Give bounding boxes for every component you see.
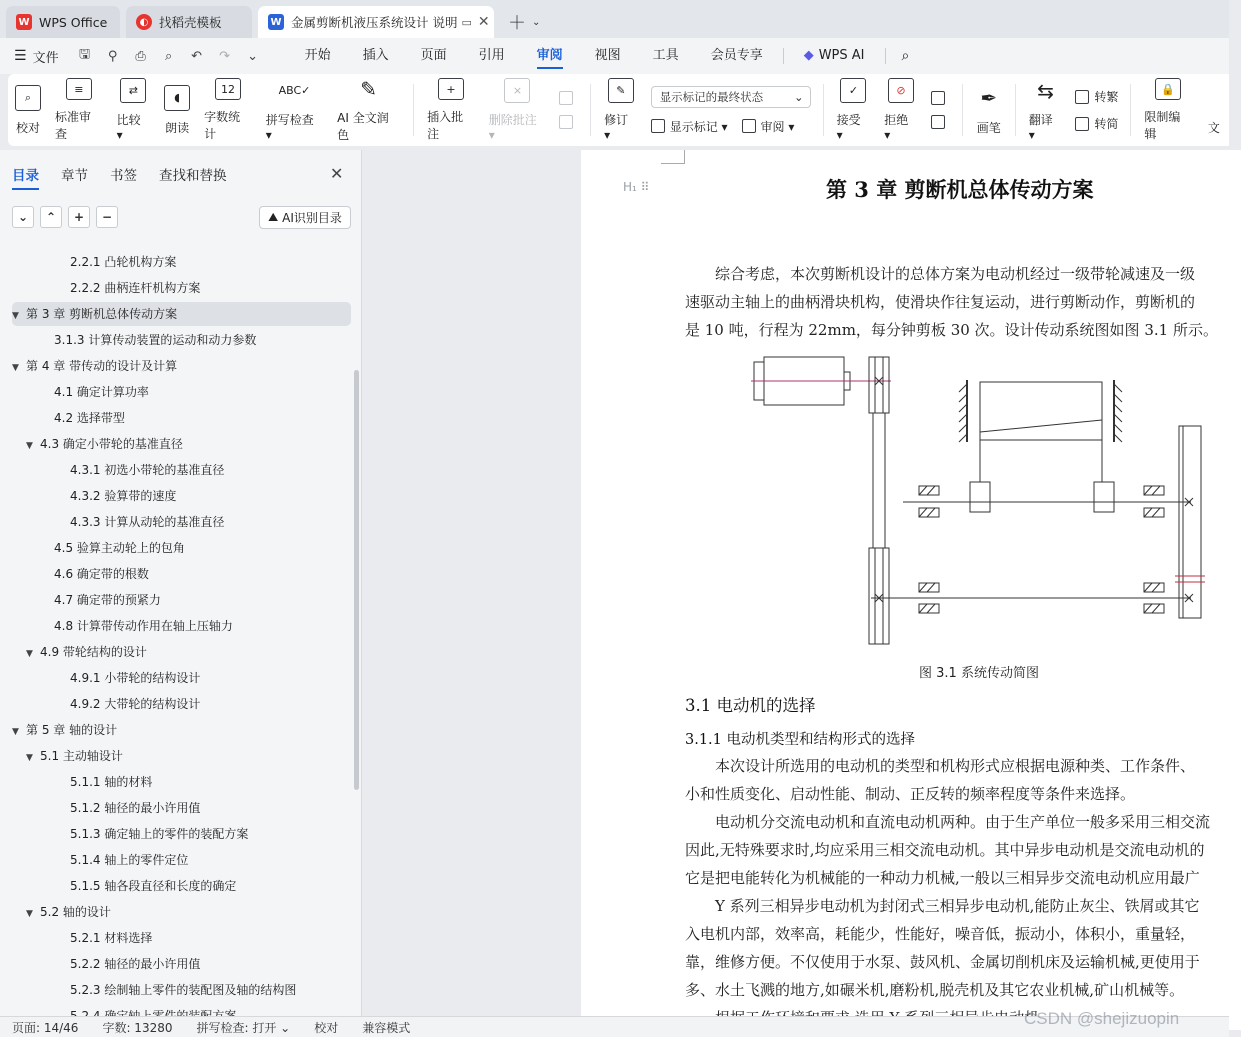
menu-wps-ai[interactable] (788, 38, 881, 74)
toc-item[interactable] (12, 536, 351, 560)
chevron-down-icon[interactable]: ⌄ (532, 16, 541, 28)
accept-button[interactable] (830, 78, 878, 142)
toc-item-label: 第 5 章 轴的设计 (26, 723, 118, 737)
screen-icon[interactable]: ▭ (461, 15, 472, 29)
chinese-convert-group (1069, 78, 1124, 142)
toc-item[interactable] (12, 718, 351, 742)
tab-bar (0, 0, 1229, 38)
ai-icon: ⛰ (268, 210, 279, 224)
paragraph-line: 靠，维修方便。不仅使用于水泵、鼓风机、金属切削机床及运输机械,更使用于 (685, 953, 1200, 971)
simplified-icon (1075, 117, 1089, 131)
toc-item-label: 4.5 验算主动轮上的包角 (54, 541, 185, 555)
toc-item-label: 4.6 确定带的根数 (54, 567, 149, 581)
tab-docer-templates[interactable] (126, 6, 252, 38)
restrict-edit-button[interactable] (1137, 78, 1199, 142)
compat-mode-indicator: 兼容模式 (362, 1020, 411, 1035)
standard-review-icon: ≡ (66, 78, 92, 100)
to-traditional-button[interactable] (1075, 88, 1118, 105)
expand-arrow-icon[interactable]: ▼ (26, 753, 33, 763)
review-pane-label: 审阅 ▾ (760, 119, 795, 134)
gear-column (1179, 426, 1201, 618)
toc-item-label: 4.3 确定小带轮的基准直径 (40, 437, 183, 451)
toc-item[interactable] (12, 588, 351, 612)
tab-wps-office[interactable] (6, 6, 120, 38)
insert-comment-button[interactable] (420, 78, 482, 142)
toc-item[interactable] (12, 406, 351, 430)
chevron-up-icon[interactable]: ⌃ (40, 206, 62, 228)
menu-member[interactable]: 会员专享 (710, 48, 763, 63)
share-icon[interactable]: ⚲ (107, 48, 118, 64)
watermark: CSDN @shejizuopin (1024, 1009, 1180, 1028)
accept-icon: ✓ (840, 78, 866, 103)
toc-item-label: 5.1.5 轴各段直径和长度的确定 (70, 879, 237, 893)
close-icon[interactable]: ✕ (330, 164, 344, 183)
toc-item-label: 5.2.1 材料选择 (70, 931, 153, 945)
spell-check-icon: ABC✓ (278, 84, 311, 97)
reject-label: 拒绝 ▾ (884, 113, 909, 142)
large-pulley (869, 548, 889, 644)
pen-button[interactable] (969, 78, 1009, 142)
toc-item-label: 2.2.1 凸轮机构方案 (70, 255, 177, 269)
show-markup-label: 显示标记 ▾ (669, 119, 728, 134)
toc-item-label: 第 3 章 剪断机总体传动方案 (26, 307, 178, 321)
toc-item[interactable] (12, 380, 351, 404)
tab-current-document[interactable] (258, 6, 494, 38)
crop-mark (661, 150, 685, 164)
paragraph-line: 电动机分交流电动机和直流电动机两种。由于生产单位一般多采用三相交流 (685, 813, 1211, 831)
read-aloud-button[interactable] (157, 78, 197, 142)
proofread-indicator[interactable]: 校对 (314, 1020, 339, 1035)
word-doc-icon: W (268, 14, 284, 30)
close-icon[interactable]: ✕ (477, 14, 490, 30)
toc-item-label: 5.1.2 轴径的最小许用值 (70, 801, 201, 815)
tab-find-replace[interactable]: 查找和替换 (159, 168, 227, 184)
ai-polish-label: AI 全文润色 (337, 111, 389, 142)
toc-item-label: 5.2.3 绘制轴上零件的装配图及轴的结构图 (70, 983, 297, 997)
hamburger-icon: ☰ (14, 48, 27, 64)
permission-icon (1201, 85, 1227, 111)
chevron-down-icon: ⌄ (794, 89, 804, 104)
toc-item-label: 5.1 主动轴设计 (40, 749, 123, 763)
tab-label: 金属剪断机液压系统设计 说明 (291, 15, 458, 30)
menu-divider (885, 48, 886, 64)
toc-item-label: 4.9.2 大带轮的结构设计 (70, 697, 201, 711)
word-count-label: 字数统计 (204, 110, 241, 141)
spell-check-button[interactable] (259, 78, 330, 142)
ai-toc-button[interactable] (259, 206, 351, 229)
toc-item-label: 4.7 确定带的预紧力 (54, 593, 161, 607)
menu-tools[interactable]: 工具 (652, 48, 679, 63)
reject-icon: ⊘ (888, 78, 914, 103)
tab-chapters[interactable]: 章节 (61, 168, 88, 184)
shear-frame (980, 382, 1102, 440)
subsection-heading: 3.1.1 电动机类型和结构形式的选择 (685, 732, 916, 748)
small-pulley (869, 357, 889, 413)
paragraph-line: 多、水土飞溅的地方,如碾米机,磨粉机,脱壳机及其它农业机械,矿山机械等。 (685, 981, 1185, 999)
toc-item[interactable] (12, 926, 351, 950)
toc-item[interactable] (12, 302, 351, 326)
reject-button[interactable] (877, 78, 925, 142)
restrict-edit-label: 限制编辑 (1144, 110, 1181, 141)
expand-arrow-icon[interactable]: ▼ (12, 727, 19, 737)
more-chevron-icon[interactable]: ⌄ (247, 48, 259, 64)
tab-label: WPS Office (39, 14, 108, 30)
toc-item[interactable] (12, 848, 351, 872)
docer-logo-icon: ◐ (136, 14, 152, 30)
paragraph-line: 它是把电能转化为机械能的一种动力机械,一般以三相异步交流电动机应用最广 (685, 869, 1200, 887)
track-changes-label: 修订 ▾ (604, 113, 629, 142)
toc-item[interactable] (12, 874, 351, 898)
delete-comment-label: 删除批注 ▾ (488, 113, 537, 142)
toc-item[interactable] (12, 328, 351, 352)
read-aloud-icon: ◖ (164, 85, 190, 111)
ribbon-divider (1130, 84, 1131, 136)
paragraph-line: 因此,无特殊要求时,均应采用三相交流电动机。其中异步电动机是交流电动机的 (685, 841, 1205, 859)
toc-item[interactable] (12, 796, 351, 820)
word-count-button[interactable] (197, 78, 259, 142)
toc-list (12, 250, 352, 1016)
next-change-icon (931, 115, 945, 129)
permission-label: 文 (1207, 120, 1220, 135)
document-area (363, 150, 1229, 1016)
section-heading: 3.1 电动机的选择 (685, 696, 816, 715)
heading-drag-handle-icon[interactable]: H₁ ⠿ (623, 180, 650, 194)
toc-controls (12, 206, 118, 228)
ribbon-divider (1015, 84, 1016, 136)
toc-item-label: 5.2.2 轴径的最小许用值 (70, 957, 201, 971)
markup-display-value: 显示标记的最终状态 (659, 89, 764, 104)
toc-item-label: 3.1.3 计算传动装置的运动和动力参数 (54, 333, 257, 347)
navigation-tabs (12, 164, 227, 184)
toc-item-label: 4.9.1 小带轮的结构设计 (70, 671, 201, 685)
expand-arrow-icon[interactable]: ▼ (26, 909, 33, 919)
toc-item-label: 4.8 计算带传动作用在轴上压轴力 (54, 619, 233, 633)
wps-ai-label: WPS AI (818, 48, 865, 63)
page-indicator[interactable]: 页面: 14/46 (12, 1020, 79, 1035)
translate-label: 翻译 ▾ (1028, 113, 1053, 142)
slider-left (970, 482, 990, 512)
ai-polish-button[interactable] (330, 78, 407, 142)
navigation-pane (0, 150, 362, 1016)
chevron-down-icon[interactable]: ⌄ (12, 206, 34, 228)
to-traditional-label: 转繁 (1094, 90, 1119, 104)
menu-bar (0, 38, 1229, 74)
chapter-title: 第 3 章 剪断机总体传动方案 (826, 177, 1094, 202)
slider-right (1094, 482, 1114, 512)
print-preview-icon[interactable]: ⌕ (164, 48, 173, 64)
next-comment-button[interactable] (559, 115, 578, 129)
change-nav-group (925, 78, 956, 142)
lock-document-icon: 🔒 (1155, 78, 1181, 100)
show-markup-button[interactable] (651, 118, 728, 135)
toc-item[interactable] (12, 484, 351, 508)
menu-home[interactable]: 开始 (304, 48, 331, 63)
accept-label: 接受 ▾ (836, 113, 861, 142)
comment-nav-group (553, 78, 584, 142)
ai-toc-label: AI识别目录 (282, 211, 342, 225)
minus-icon[interactable]: − (96, 206, 118, 228)
next-change-button[interactable] (931, 115, 950, 129)
delete-comment-button[interactable] (482, 78, 553, 142)
markup-group (645, 78, 817, 142)
next-comment-icon (559, 115, 573, 129)
track-changes-button[interactable] (597, 78, 645, 142)
pen-icon: ✒ (980, 85, 998, 110)
search-icon[interactable]: ⌕ (901, 48, 910, 64)
comment-add-icon: + (438, 78, 464, 100)
menu-review[interactable]: 审阅 (521, 38, 579, 74)
new-tab-button[interactable] (508, 6, 540, 38)
wps-logo-icon: W (16, 14, 32, 30)
translate-button[interactable] (1022, 78, 1070, 142)
review-ribbon (8, 74, 1229, 146)
transmission-diagram (751, 350, 1211, 650)
previous-comment-icon (559, 91, 573, 105)
toc-item[interactable] (12, 666, 351, 690)
show-markup-icon (651, 119, 665, 133)
toc-item-label: 4.1 确定计算功率 (54, 385, 149, 399)
comment-delete-icon: × (504, 78, 530, 103)
paragraph-line: 入电机内部，效率高，耗能少，性能好，噪音低，振动小，体积小，重量轻， (685, 925, 1196, 943)
magic-wand-icon: ✎ (360, 77, 378, 101)
compare-button[interactable] (110, 78, 158, 142)
toc-scrollbar[interactable] (354, 370, 359, 790)
menu-insert[interactable]: 插入 (362, 48, 389, 63)
paragraph-line: Y 系列三相异步电动机为封闭式三相异步电动机,能防止灰尘、铁屑或其它 (685, 897, 1200, 915)
toc-item[interactable] (12, 276, 351, 300)
insert-comment-label: 插入批注 (427, 110, 464, 141)
plus-icon[interactable]: + (68, 206, 90, 228)
print-icon[interactable]: ⎙ (135, 48, 146, 64)
tab-bookmarks[interactable]: 书签 (110, 168, 137, 184)
proofread-button[interactable] (8, 78, 48, 142)
standard-review-label: 标准审查 (55, 110, 92, 141)
pen-label: 画笔 (976, 120, 1001, 135)
spell-check-label: 拼写检查 ▾ (265, 113, 314, 142)
toc-item[interactable] (12, 614, 351, 638)
paragraph-line: 小和性质变化、启动性能、制动、正反转的频率程度等条件来选择。 (685, 785, 1136, 803)
spell-check-toggle[interactable]: 拼写检查: 打开 ⌄ (196, 1020, 291, 1035)
toc-item[interactable] (12, 458, 351, 482)
file-menu-button[interactable] (14, 47, 59, 66)
figure-caption: 图 3.1 系统传动简图 (919, 666, 1039, 681)
toc-item-label: 4.2 选择带型 (54, 411, 125, 425)
toc-item[interactable] (12, 770, 351, 794)
proofread-icon: ⌕ (15, 85, 41, 111)
previous-change-button[interactable] (931, 91, 950, 105)
file-menu-label: 文件 (32, 50, 59, 66)
expand-arrow-icon[interactable]: ▼ (26, 649, 33, 659)
toc-item[interactable] (12, 822, 351, 846)
menu-divider (783, 48, 784, 64)
word-count-indicator[interactable]: 字数: 13280 (102, 1020, 173, 1035)
toc-item-label: 4.9 带轮结构的设计 (40, 645, 147, 659)
previous-comment-button[interactable] (559, 91, 578, 105)
track-changes-icon: ✎ (608, 78, 634, 103)
toc-item-label: 4.3.2 验算带的速度 (70, 489, 177, 503)
toc-item-label: 5.1.4 轴上的零件定位 (70, 853, 189, 867)
wps-ai-icon: ◆ (803, 48, 814, 63)
read-aloud-label: 朗读 (165, 120, 190, 135)
toc-item[interactable] (12, 978, 351, 1002)
paragraph-line: 本次设计所选用的电动机的类型和机构形式应根据电源种类、工作条件、 (685, 757, 1196, 775)
toc-item-label: 5.1.3 确定轴上的零件的装配方案 (70, 827, 249, 841)
standard-review-button[interactable] (48, 78, 110, 142)
markup-display-select[interactable] (651, 86, 811, 108)
translate-icon: ⇆ (1037, 78, 1054, 103)
toc-item[interactable] (12, 510, 351, 534)
tab-toc[interactable]: 目录 (12, 164, 39, 184)
compare-label: 比较 ▾ (116, 113, 141, 142)
redo-icon[interactable]: ↷ (219, 48, 231, 64)
toc-item[interactable] (12, 250, 351, 274)
toc-item[interactable] (12, 640, 351, 664)
toc-item-label: 5.1.1 轴的材料 (70, 775, 153, 789)
ribbon-divider (962, 84, 963, 136)
paragraph-line: 速驱动主轴上的曲柄滑块机构，使滑块作往复运动，进行剪断动作，剪断机的 (685, 293, 1196, 311)
undo-icon[interactable]: ↶ (191, 48, 203, 64)
menu-page[interactable]: 页面 (420, 48, 447, 63)
menu-view[interactable]: 视图 (594, 48, 621, 63)
toc-item[interactable] (12, 952, 351, 976)
expand-arrow-icon[interactable]: ▼ (26, 441, 33, 451)
main-menu (289, 38, 910, 74)
document-page[interactable] (581, 150, 1241, 1030)
review-pane-button[interactable] (742, 118, 795, 135)
ribbon-divider (413, 84, 414, 136)
proofread-label: 校对 (15, 120, 40, 135)
toc-item[interactable] (12, 354, 351, 378)
previous-change-icon (931, 91, 945, 105)
expand-arrow-icon[interactable]: ▼ (12, 363, 19, 373)
toc-item-label: 2.2.2 曲柄连杆机构方案 (70, 281, 201, 295)
toc-item[interactable] (12, 562, 351, 586)
to-simplified-button[interactable] (1075, 115, 1118, 132)
toc-item-label: 4.3.3 计算从动轮的基准直径 (70, 515, 225, 529)
markup-row (651, 118, 811, 135)
plus-icon: ＋ (508, 13, 526, 34)
toc-item[interactable] (12, 744, 351, 768)
document-permission-button[interactable] (1199, 78, 1229, 142)
traditional-icon (1075, 90, 1089, 104)
toc-item-label: 5.2 轴的设计 (40, 905, 111, 919)
quick-access-toolbar (77, 45, 261, 67)
paragraph-line: 是 10 吨，行程为 22mm，每分钟剪板 30 次。设计传动系统图如图 3.1 所示。 (685, 321, 1218, 339)
save-icon[interactable]: 🖫 (79, 47, 91, 62)
toc-item-label: 第 4 章 带传动的设计及计算 (26, 359, 178, 373)
paragraph-line: 综合考虑，本次剪断机设计的总体方案为电动机经过一级带轮减速及一级 (685, 265, 1196, 283)
menu-references[interactable]: 引用 (478, 48, 505, 63)
toc-item[interactable] (12, 900, 351, 924)
compare-icon: ⇄ (120, 78, 146, 103)
to-simplified-label: 转简 (1094, 117, 1119, 131)
word-count-icon: 12 (215, 78, 241, 100)
toc-item[interactable] (12, 432, 351, 456)
tab-label: 找稻壳模板 (159, 15, 222, 30)
review-pane-icon (742, 119, 756, 133)
ribbon-divider (590, 84, 591, 136)
ribbon-divider (823, 84, 824, 136)
toc-item-label: 4.3.1 初选小带轮的基准直径 (70, 463, 225, 477)
expand-arrow-icon[interactable]: ▼ (12, 311, 19, 321)
toc-item[interactable] (12, 692, 351, 716)
